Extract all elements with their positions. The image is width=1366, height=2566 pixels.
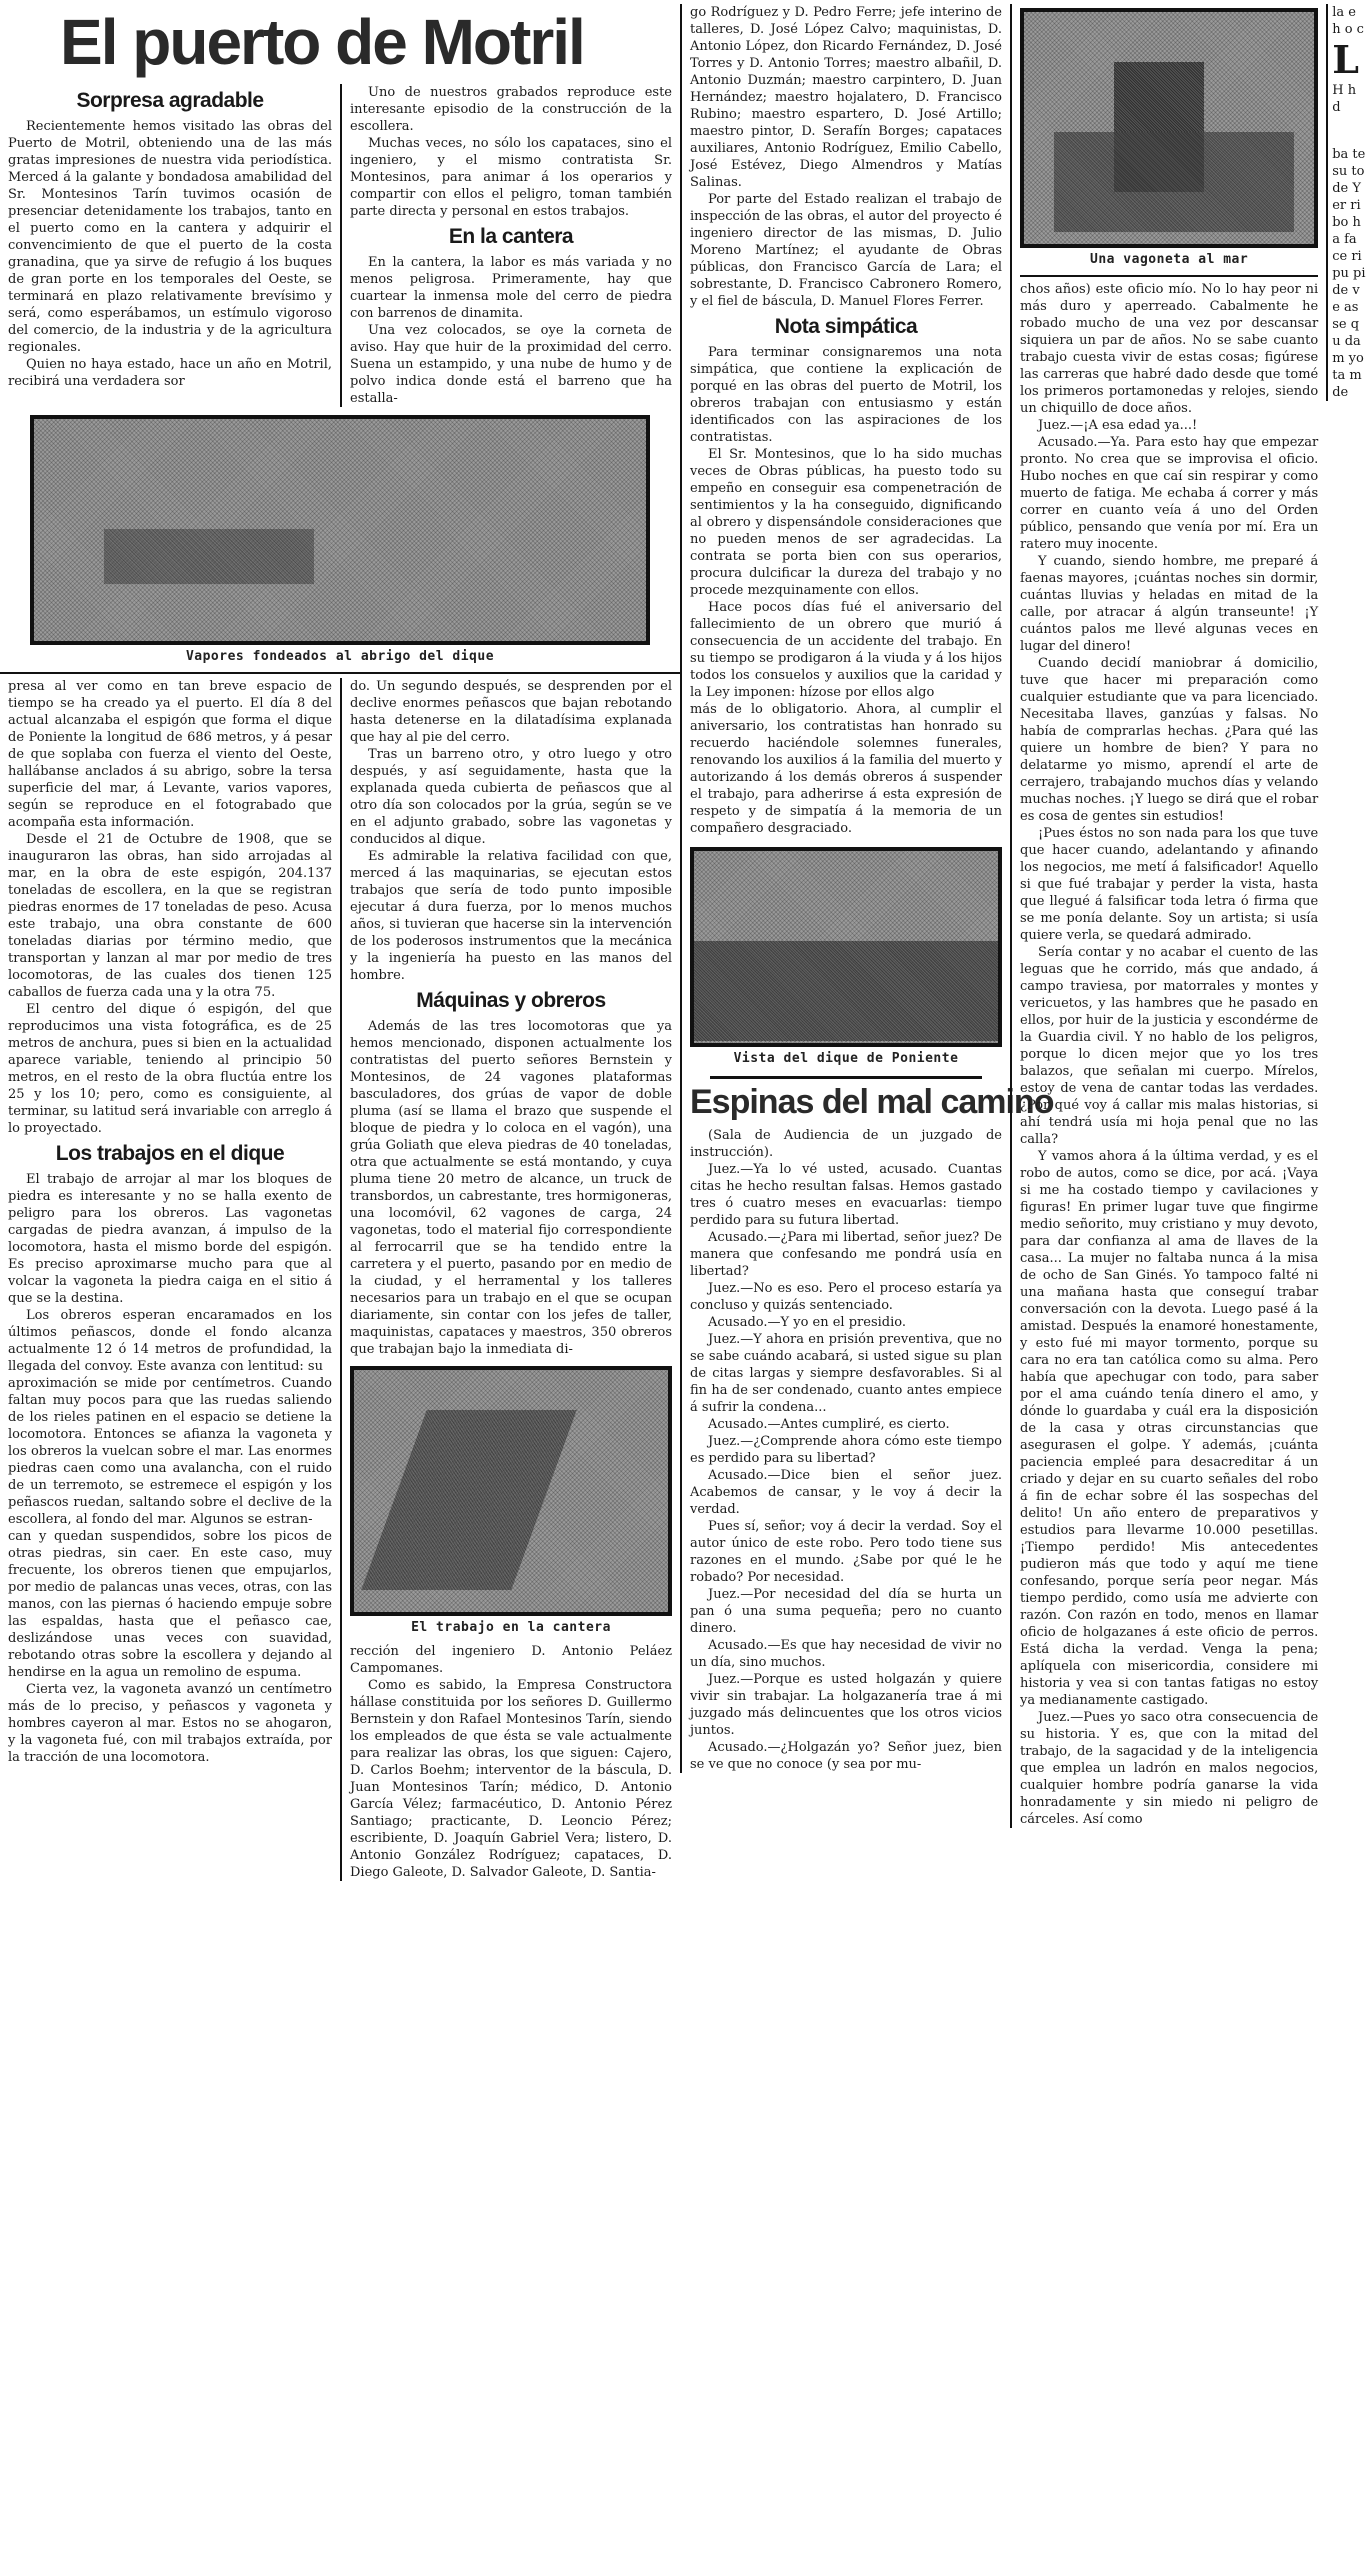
dialogue-line: Acusado.—¿Para mi libertad, señor juez? De manera que confesando me pondrá usía en libertad? — [690, 1230, 1002, 1279]
column-2-top — [340, 84, 680, 407]
dialogue-line: Juez.—Por necesidad del día se hurta un pan ó una suma pequeña; pero no cuanto dinero. — [690, 1587, 1002, 1636]
paragraph: El centro del dique ó espigón, del que reproducimos una vista fotográfica, es de 25 metros de anchura, pues si bien en la actualidad aparece variable, teniendo al principio 50 metros, en el resto de la obra fluctúa entre los 25 y los 10; pero, como es consiguiente, al terminar, su latitud será invariable con arreglo á lo proyectado. — [8, 1002, 332, 1136]
dialogue-line: Juez.—Ya lo vé usted, acusado. Cuantas citas he hecho resultan falsas. Hemos gastado tres ó cuatro meses en evacuarlas: tiempo perdido para su futura libertad. — [690, 1162, 1002, 1228]
column-4 — [1010, 4, 1326, 1828]
left-block — [0, 4, 680, 1881]
dialogue-line: Juez.—Y ahora en prisión preventiva, que no se sabe cuándo acabará, si usted sigue su plan de citas largas y siempre desfavorables. Si al fin ha de ser condenado, cuanto antes empiece á sufrir la condena... — [690, 1332, 1002, 1415]
paragraph: chos años) este oficio mío. No lo hay peor ni más duro y aperreado. Cabalmente he robado mucho de una vez por descansar siquiera un par de años. No se sabe cuanto trabajo cuesta vivir de estas cosas; figúrese las carreras que habré dado desde que tomé los primeros portamonedas y relojes, siendo un chiquillo de doce años. — [1020, 282, 1319, 416]
paragraph: Quien no haya estado, hace un año en Motril, recibirá una verdadera sor — [8, 357, 332, 389]
dialogue-line: Juez.—Porque es usted holgazán y quiere vivir sin trabajar. La holgazanería trae á mi juzgado más delincuentes que los otros vicios juntos. — [690, 1672, 1002, 1738]
paragraph: Cierta vez, la vagoneta avanzó un centímetro más de lo preciso, y peñascos y vagoneta y hombres cayeron al mar. Estos no se ahogaron, y la vagoneta fué, con mil trabajos extraída, por la tracción de una locomotora. — [8, 1682, 332, 1765]
subheading-sorpresa: Sorpresa agradable — [76, 89, 264, 112]
column-3 — [680, 4, 1054, 1773]
column-1-top — [0, 84, 340, 390]
paragraph: Y cuando, siendo hombre, me preparé á faenas mayores, ¡cuántas noches sin dormir, cuántas lluvias y heladas en mitad de la calle, por atracar á algún transeunte! ¡Y cuántos palos me llevé algunas veces en lugar del dinero! — [1020, 554, 1319, 654]
photo-figure-shape — [1054, 132, 1294, 232]
paragraph: rección del ingeniero D. Antonio Peláez Campomanes. — [350, 1644, 672, 1676]
paragraph: En la cantera, la labor es más variada y no menos peligrosa. Primeramente, hay que cuartear la inmensa mole del cerro de piedra con barrenos de dinamita. — [350, 255, 672, 321]
photo-breakwater-shape — [694, 941, 998, 1041]
paragraph: (Sala de Audiencia de un juzgado de instrucción). — [690, 1128, 1002, 1160]
paragraph: Cuando decidí maniobrar á domicilio, tuve que hacer mi preparación como cualquier estudiante que va para licenciado. Necesitaba llaves, ganzúas y falsas. No había de comprarlas hechas. ¿Para qué las quiere un hombre de bien? Y para no delatarme yo mismo, aprendí el arte de cerrajero, trabajando muchos días y velando muchas noches. ¡Y luego se dirá que el robar es cosa de gentes sin estudios! — [1020, 656, 1319, 824]
caption-vapores: Vapores fondeados al abrigo del dique — [185, 649, 495, 664]
edge-fragment: la e h o c — [1332, 5, 1364, 37]
column-2-lower — [340, 678, 680, 1881]
paragraph: Los obreros esperan encaramados en los últimos peñascos, donde el fondo alcanza actualmente 12 ó 14 metros de profundidad, la llegada del convoy. Este avanza con lentitud: su — [8, 1308, 332, 1374]
paragraph: aproximación se mide por centímetros. Cuando faltan muy pocos para que las ruedas saliendo de los rieles patinen en el espacio se detiene la locomotora. Entonces se afianza la vagoneta y los obreros la vuelcan sobre el mar. Las enormes piedras caen como una avalancha, con el ruido de un terremoto, se estremece el espigón y los peñascos ruedan, saltando sobre el declive de la escollera, al fondo del mar. Algunos se estran- — [8, 1376, 332, 1527]
page-grid — [0, 4, 1366, 1881]
subheading-trabajos: Los trabajos en el dique — [55, 1142, 285, 1165]
paragraph: Para terminar consignaremos una nota simpática, que contiene la explicación de porqué en las obras del puerto de Motril, los obreros trabajan con entusiasmo y están identificados con las aspiraciones de los contratistas. — [690, 345, 1002, 445]
paragraph: El trabajo de arrojar al mar los bloques de piedra es interesante y no se halla exento de peligro para los obreros. Las vagonetas cargadas de piedra avanzan, á impulso de la locomotora, hasta el mismo borde del espigón. Es preciso aproximarse mucho para que al volcar la vagoneta la piedra caiga en el sitio á que se la destina. — [8, 1172, 332, 1306]
paragraph: Hace pocos días fué el aniversario del fallecimiento de un obrero que murió á consecuencia de un accidente del trabajo. En su tiempo se prodigaron á la viuda y á los hijos todos los consuelos y auxilios que la caridad y la Ley imponen: hízose por ellos algo — [690, 600, 1002, 700]
subheading-cantera: En la cantera — [448, 225, 574, 248]
dialogue-line: Acusado.—Dice bien el señor juez. Acabemos de cansar, y le voy á decir la verdad. — [690, 1468, 1002, 1517]
paragraph: presa al ver como en tan breve espacio de tiempo se ha creado ya el puerto. El día 8 del actual alcanzaba el espigón que forma el dique de Poniente la longitud de 686 metros, y á pesar de que soplaba con fuerza el viento del Oeste, hallábanse anclados á su abrigo, sobre la tersa superficie del mar, á Levante, varios vapores, según se reproduce en el fotograbado que acompaña esta información. — [8, 679, 332, 830]
dialogue-line: Juez.—No es eso. Pero el proceso estaría ya concluso y quizás sentenciado. — [690, 1281, 1002, 1313]
dialogue-line: Juez.—¿Comprende ahora cómo este tiempo es perdido para su libertad? — [690, 1434, 1002, 1466]
separator — [1020, 275, 1318, 277]
photo-ship-shape — [104, 529, 314, 584]
paragraph: Es admirable la relativa facilidad con que, merced á las maquinarias, se ejecutan estos trabajos que sería de todo punto imposible ejecutar á dura fuerza, por lo menos muchos años, si tuvieran que hacerse sin la intervención de los poderosos instrumentos que la mecánica y la ingeniería ha puesto en las manos del hombre. — [350, 849, 672, 983]
edge-fragment: H h d — [1332, 83, 1357, 115]
photo-vapores — [30, 415, 650, 645]
photo-vapores-wrap — [0, 407, 680, 666]
caption-vagoneta: Una vagoneta al mar — [1090, 252, 1249, 267]
subheading-maquinas: Máquinas y obreros — [416, 989, 606, 1012]
paragraph: Desde el 21 de Octubre de 1908, que se inauguraron las obras, han sido arrojadas al mar, en la obra de este espigón, 204.137 toneladas de escollera, en la que se registran piedras enormes de 17 toneladas de peso. Acusa este trabajo, una obra constante de 600 toneladas diarias por término medio, que transportan y lanzan al mar por medio de tres locomotoras, de las cuales dos tienen 125 caballos de fuerza cada una y la otra 75. — [8, 832, 332, 1000]
edge-column — [1326, 4, 1366, 401]
column-1-lower — [0, 678, 340, 1766]
edge-fragment: ba te su to de Y er ri bo ha fa ce ri pu pi de ve as se qu da m yo ta m de — [1332, 147, 1366, 400]
photo-crane-shape — [361, 1410, 577, 1590]
paragraph: Y vamos ahora á la última verdad, y es el robo de autos, como se dice, por acá. ¡Vaya si me ha costado tiempo y cavilaciones y figuras! En primer lugar tuve que fingirme medio señorito, muy cristiano y muy devoto, para dar confianza al ama de llaves de la casa... La mujer no faltaba nunca á la misa de ocho de San Ginés. Yo tampoco falté ni una mañana hasta que conseguí trabar conversación con la devota. Luego pasé á la amistad. Después la enamoré honestamente, y esto fué mi mayor tormento, porque su cara no era tan católica como su alma. Pero había que apechugar con todo, para saber por el ama cuándo tenía dinero el amo, y dónde lo guardaba y cuál era la disposición de la casa y otras circunstancias que asegurasen el golpe. Y además, ¡cuánta paciencia empleé para desacreditar á un criado y dejar en su cuarto señales del robo á fin de echar sobre él las sospechas del delito! Un año entero de preparativos y estudios para llevarme 10.000 pesetillas. ¡Tiempo perdido! Mis antecedentes pudieron más que todo y aquí me tiene confesando, porque sería peor negar. Más tiempo perdido, como usía me advierte con razón. Con razón en todo, menos en llamar oficio de holgazanes á este oficio de perros. Está dicha la verdad. Venga la pena; aplíquela con misericordia, considere mi historia y vea si con tantas fatigas no estoy ya medianamente castigado. — [1020, 1149, 1319, 1708]
subheading-nota: Nota simpática — [774, 315, 918, 338]
paragraph: El Sr. Montesinos, que lo ha sido muchas veces de Obras públicas, ha puesto todo su empeño en conseguir esa compenetración de sentimientos y la ha conseguido, dignificando al obrero y dispensándole consideraciones que no pueden menos de ser agradecidas. La contrata se porta bien con sus operarios, procura dulcificar la dureza del trabajo y no procede mezquinamente con ellos. — [690, 447, 1002, 598]
paragraph: go Rodríguez y D. Pedro Ferre; jefe interino de talleres, D. José López Calvo; maquinistas, D. Antonio López, don Ricardo Fernández, D. José Torres y D. Antonio Torres; maestro albañil, D. Antonio Duzmán; maestro carpintero, D. Juan Hernández; maestro hojalatero, D. Francisco Rubino; maestro espartero, D. José Artillo; maestro pintor, D. Serafín Borges; capataces auxiliares, Antonio Rodríguez, Emilio Cabello, José Estévez, Diego Almendros y Matías Salinas. — [690, 5, 1002, 190]
dialogue-line: Pues sí, señor; voy á decir la verdad. Soy el autor único de este robo. Pero todo tiene sus razones en el mundo. ¿Sabe por qué le he robado? Por necesidad. — [690, 1519, 1002, 1585]
paragraph: más de lo obligatorio. Ahora, al cumplir el aniversario, los contratistas han honrado su recuerdo haciéndole solemnes funerales, renovando los auxilios á la familia del muerto y autorizando á los demás obreros á suspender el trabajo, para adherirse á esta expresión de respeto y de simpatía á la memoria de un compañero desgraciado. — [690, 702, 1002, 836]
dialogue-line: Acusado.—Antes cumpliré, es cierto. — [708, 1417, 950, 1432]
caption-trabajo-cantera: El trabajo en la cantera — [411, 1620, 611, 1635]
dialogue-line: Acusado.—Es que hay necesidad de vivir no un día, sino muchos. — [690, 1638, 1002, 1670]
caption-vista-dique: Vista del dique de Poniente — [733, 1051, 959, 1066]
edge-fragment-big: L — [1332, 37, 1359, 82]
top-columns — [0, 84, 680, 407]
lower-columns — [0, 678, 680, 1881]
paragraph: Juez.—¡A esa edad ya...! — [1038, 418, 1198, 433]
paragraph: Una vez colocados, se oye la corneta de aviso. Hay que huir de la proximidad del cerro. Suena un estampido, y una nube de humo y de polvo indica donde está el barreno que ha estalla- — [350, 323, 672, 406]
photo-vista-dique — [690, 847, 1002, 1047]
paragraph: ¡Pues éstos no son nada para los que tuve que hacer cuando, adelantando y afinando los negocios, me metí á falsificador! Aquello si que fué trabajar y perder la vista, hasta que llegué á falsificar toda letra ó firma que se me ponía delante. Soy un artista; si usía quiere verla, se quedará admirado. — [1020, 826, 1319, 943]
article-title-espinas: Espinas del mal camino — [690, 1083, 1054, 1121]
dialogue-line: Juez.—Pues yo saco otra consecuencia de su historia. Y es, que con la mitad del trabajo, de la sagacidad y de la inteligencia que emplea un ladrón en malos negocios, cualquier hombre podría ganarse la vida honradamente y sin miedo ni peligro de cárceles. Así como — [1020, 1710, 1319, 1827]
paragraph: do. Un segundo después, se desprenden por el declive enormes peñascos que bajan rebotando hasta detenerse en la dilatadísima explanada que hay al pie del cerro. — [350, 679, 672, 745]
paragraph: Tras un barreno otro, y otro luego y otro después, y así seguidamente, hasta que la explanada queda cubierta de peñascos que al otro día son colocados por la grúa, según se ve en el adjunto grabado, sobre las vagonetas y conducidos al dique. — [350, 747, 672, 847]
dialogue-line: Acusado.—¿Holgazán yo? Señor juez, bien se ve que no conoce (y sea por mu- — [690, 1740, 1002, 1772]
paragraph: Uno de nuestros grabados reproduce este interesante episodio de la construcción de la escollera. — [350, 85, 672, 134]
paragraph: Recientemente hemos visitado las obras del Puerto de Motril, obteniendo una de las más gratas impresiones de nuestra vida periodística. Merced á la galante y bondadosa amabilidad del Sr. Montesinos Tarín tuvimos ocasión de presenciar detenidamente los trabajos, tanto en el puerto como en la cantera y adquirir el convencimiento de que el puerto de la costa granadina, que ya sirve de refugio á los buques de gran porte en los temporales del Oeste, se terminará en plazo relativamente brevísimo y será, como esperábamos, un estímulo vigoroso del comercio, de la industria y de la agricultura regionales. — [8, 119, 332, 355]
paragraph: Sería contar y no acabar el cuento de las leguas que he corrido, más que andado, á campo traviesa, por matorrales y montes y vericuetos, y las hambres que he pasado en ellos, por huir de la justicia y escondérme de la Guardia civil. Y no hablo de los peligros, porque lo dicen mejor que yo los tres balazos, que señalan mi cuerpo. Mírelos, estoy de vena de cantar todas las verdades. ¿Por qué voy á callar mis malas historias, si ahí tendrá usía mi hoja penal que no las calla? — [1020, 945, 1319, 1147]
dialogue-line: Acusado.—Y yo en el presidio. — [708, 1315, 906, 1330]
photo-vagoneta — [1020, 8, 1318, 248]
ornament-rule — [710, 1076, 982, 1079]
paragraph: Además de las tres locomotoras que ya hemos mencionado, disponen actualmente los contratistas del puerto señores Bernstein y Montesinos, de 24 vagones plataformas basculadores, dos grúas de vapor de doble pluma (así se llama el brazo que suspende el bloque de piedra y lo coloca en el vagón), una grúa Goliath que eleva piedras de 40 toneladas, otra que actualmente se está montando, y cuya pluma tiene 20 metro de alcance, un truck de transbordos, un cabrestante, tres hormigoneras, una locomóvil, 62 vagones de carga, 24 vagonetas, todo el material fijo correspondiente al ferrocarril que se ha tendido entre la carretera y el puerto, pasando por en medio de la ciudad, y el herramental y los talleres necesarios para un trabajo en el que se ocupan diariamente, sin contar con los jefes de taller, maquinistas, capataces y maestros, 350 obreros que trabajan bajo la inmediata di- — [350, 1019, 672, 1357]
paragraph: Por parte del Estado realizan el trabajo de inspección de las obras, el autor del proyecto é ingeniero director de las mismas, D. Julio Moreno Martínez; el ayudante de Obras públicas, don Francisco García de Lara; el sobrestante, D. Francisco Cabronero Romero, y el fiel de báscula, D. Manuel Flores Ferrer. — [690, 192, 1002, 309]
article-title: El puerto de Motril — [60, 6, 584, 78]
paragraph: can y quedan suspendidos, sobre los picos de otras piedras, sin caer. En este caso, muy frecuente, los obreros tienen que empujarlos, por medio de palancas unas veces, otras, con las manos, con las piernas ó haciendo empuje sobre las espaldas, hasta que el peñasco cae, deslizándose unas veces con suavidad, rebotando otras sobre la escollera y dejando al hendirse en la agua un remolino de espuma. — [8, 1529, 332, 1680]
separator — [0, 672, 680, 674]
paragraph: Muchas veces, no sólo los capataces, sino el ingeniero, y el mismo contratista Sr. Montesinos, para animar á los operarios y compartir con ellos el peligro, toman también parte directa y personal en estos trabajos. — [350, 136, 672, 219]
paragraph: Acusado.—Ya. Para esto hay que empezar pronto. No crea que se improvisa el oficio. Hubo noches en que caí sin respirar y como muerto de fatiga. Me echaba á correr y más correr en cuanto veía á uno del Orden público, pensando que venía por mí. Era un ratero muy inocente. — [1020, 435, 1319, 552]
paragraph: Como es sabido, la Empresa Constructora hállase constituida por los señores D. Guillermo Bernstein y don Rafael Montesinos Tarín, siendo los empleados de que ésta se vale actualmente para realizar las obras, los que siguen: Cajero, D. Carlos Boehm; interventor de la báscula, D. Juan Montesinos Tarín; médico, D. Antonio García Vélez; farmacéutico, D. Antonio Pérez Santiago; practicante, D. Leoncio Pérez; escribiente, D. Joaquín Gabriel Vera; listero, D. Antonio González Rodríguez; capataces, D. Diego Galeote, D. Salvador Galeote, D. Santia- — [350, 1678, 672, 1880]
photo-trabajo-cantera — [350, 1366, 672, 1616]
